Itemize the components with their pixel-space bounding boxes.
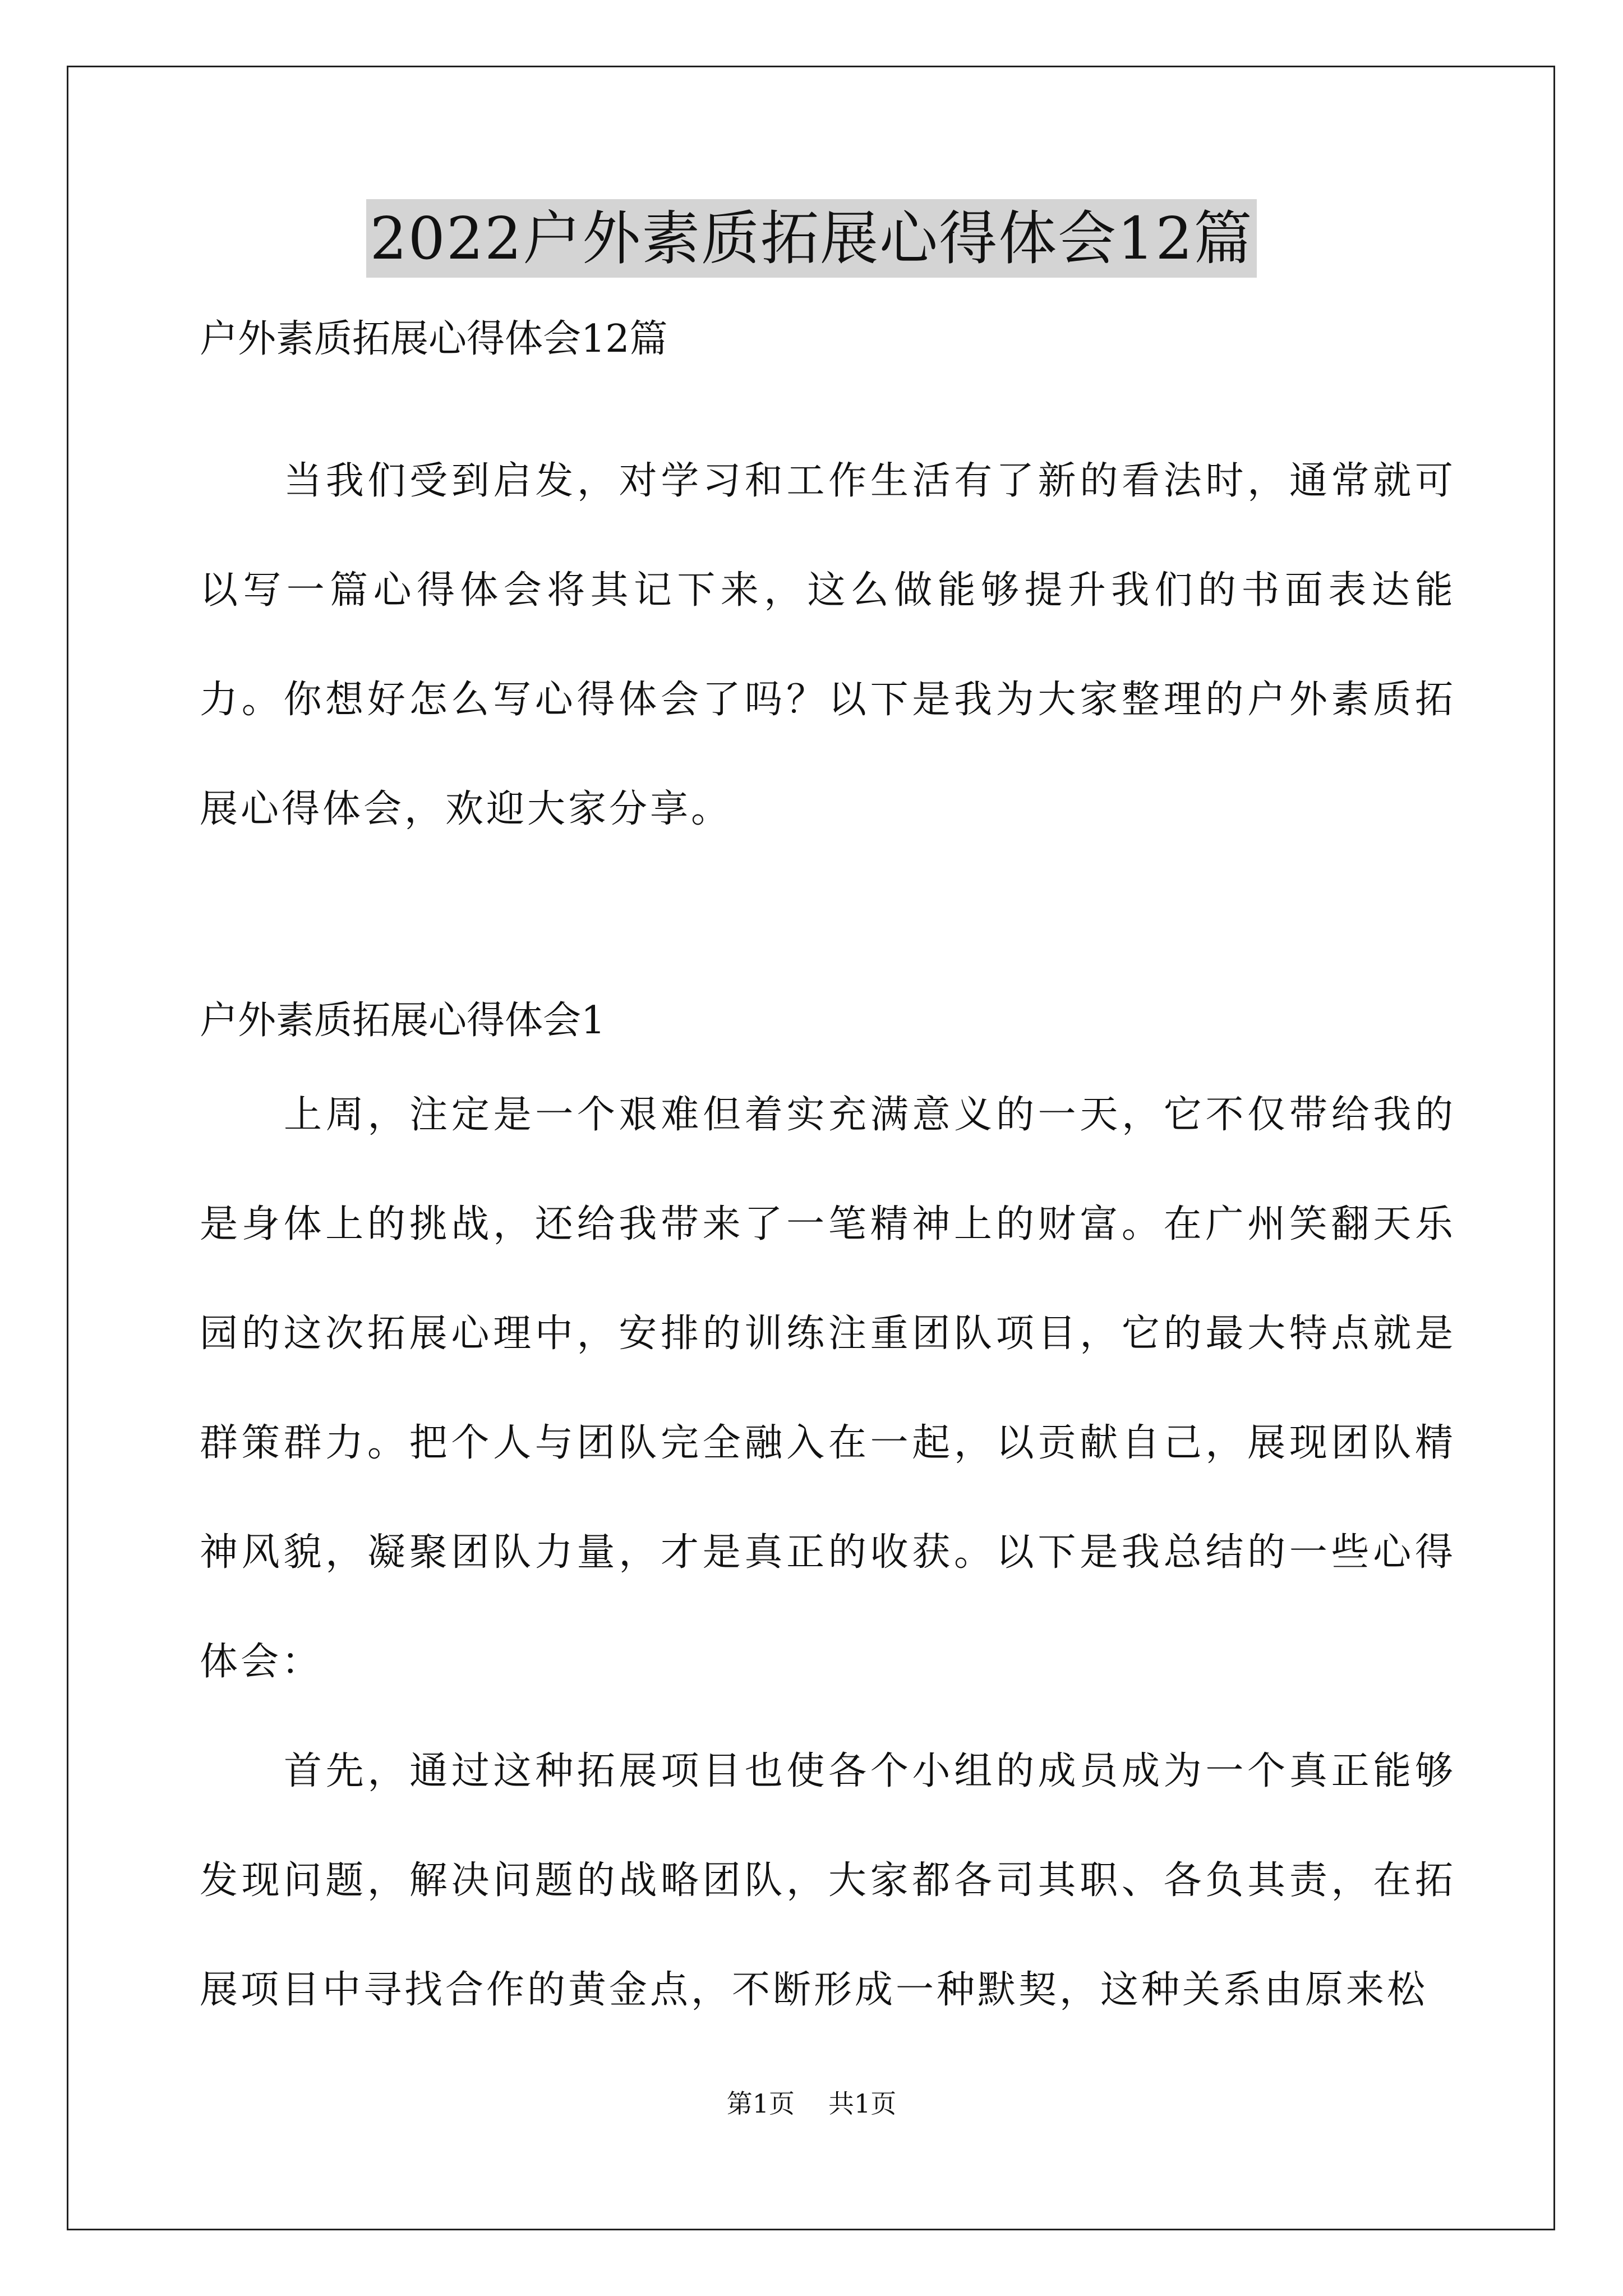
page-number-total: 共1页 — [828, 2088, 897, 2119]
document-subtitle: 户外素质拓展心得体会12篇 — [200, 317, 668, 361]
intro-paragraph: 当我们受到启发，对学习和工作生活有了新的看法时，通常就可以写一篇心得体会将其记下来，这么做能够提升我们的书面表达能力。你想好怎么写心得体会了吗？以下是我为大家整理的户外素质拓展心得体会，欢迎大家分享。 — [200, 459, 1456, 831]
page-number-current: 第1页 — [726, 2088, 795, 2119]
title-container — [0, 199, 1623, 278]
document-title: 2022户外素质拓展心得体会12篇 — [366, 199, 1256, 278]
section-1-paragraph-2: 首先，通过这种拓展项目也使各个小组的成员成为一个真正能够发现问题，解决问题的战略团队，大家都各司其职、各负其责，在拓展项目中寻找合作的黄金点，不断形成一种默契，这种关系由原来松 — [200, 1749, 1456, 2012]
page-footer — [0, 2087, 1623, 2120]
section-1-paragraph-1: 上周，注定是一个艰难但着实充满意义的一天，它不仅带给我的是身体上的挑战，还给我带来了一笔精神上的财富。在广州笑翻天乐园的这次拓展心理中，安排的训练注重团队项目，它的最大特点就是群策群力。把个人与团队完全融入在一起，以贡献自己，展现团队精神风貌，凝聚团队力量，才是真正的收获。以下是我总结的一些心得体会： — [200, 1093, 1456, 1684]
section-heading-1: 户外素质拓展心得体会1 — [200, 999, 606, 1043]
